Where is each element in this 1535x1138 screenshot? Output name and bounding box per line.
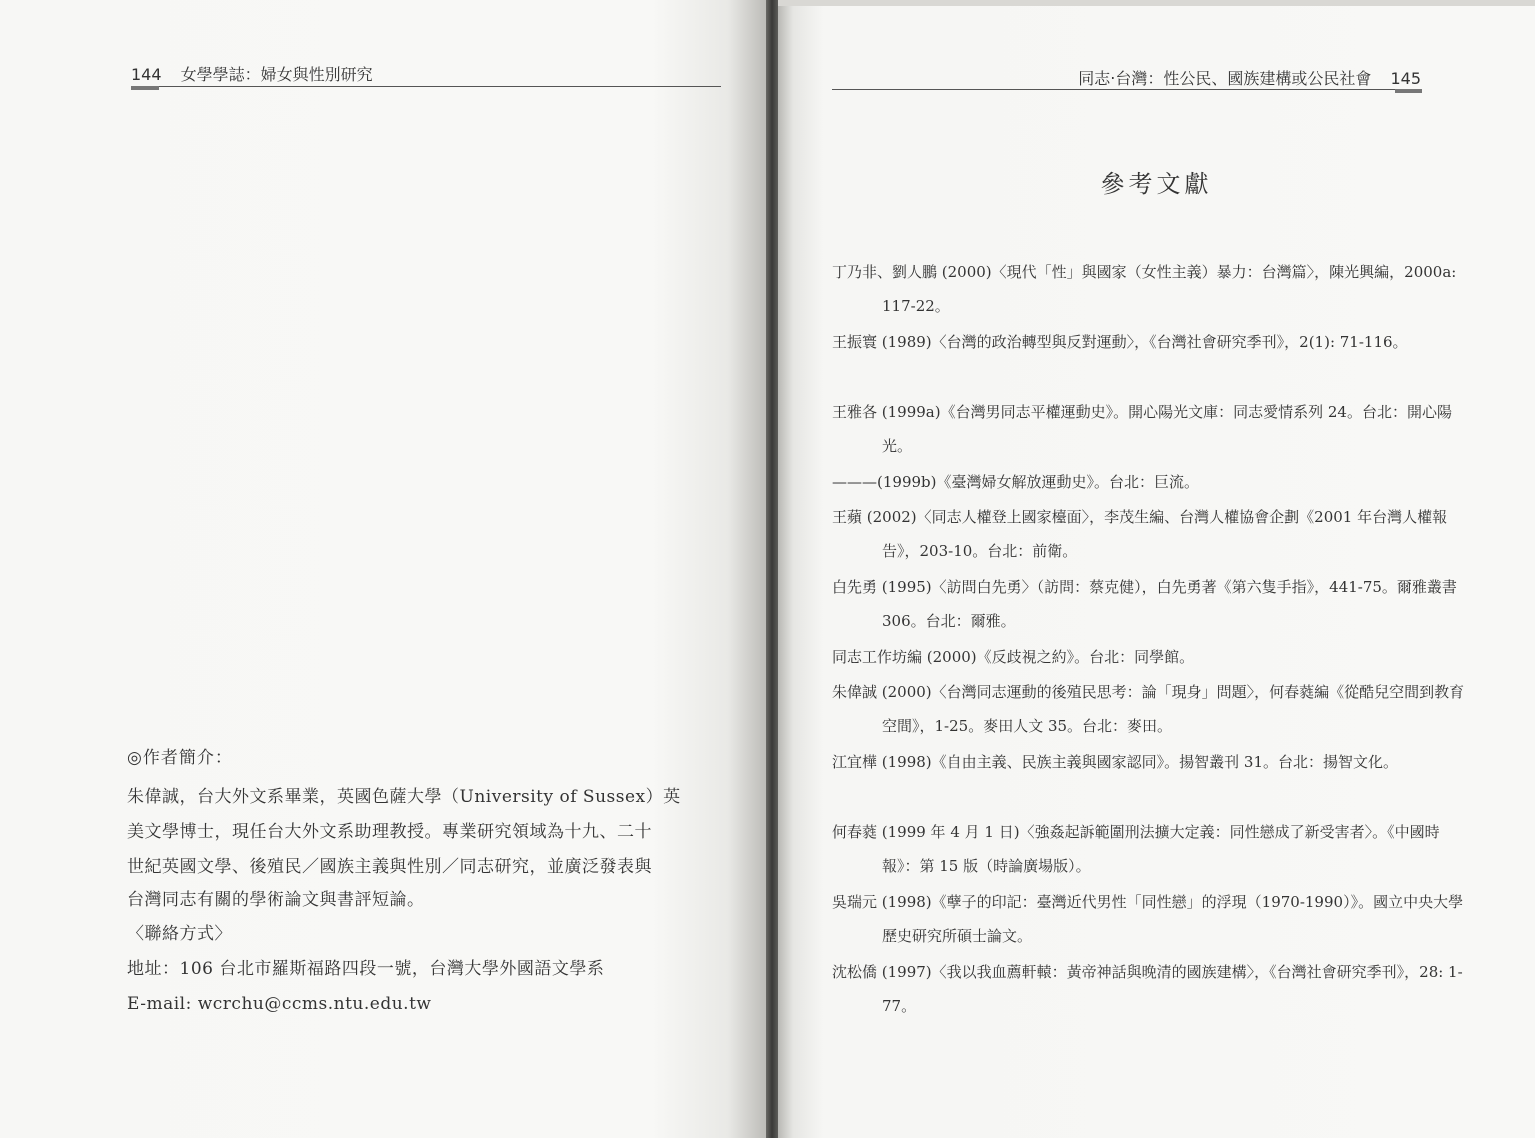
- left-running-head: [131, 62, 373, 85]
- reference-entry: 王振寰 (1989)〈台灣的政治轉型與反對運動〉，《台灣社會研究季刊》，2(1): 71-116。: [832, 333, 1408, 351]
- left-header-rule: [131, 86, 721, 87]
- right-page: [778, 0, 1535, 1138]
- book-spine: [766, 0, 778, 1138]
- contact-heading: 〈聯絡方式〉: [127, 924, 232, 944]
- reference-entry: 王雅各 (1999a)《台灣男同志平權運動史》。開心陽光文庫：同志愛情系列 24。台北：開心陽光。: [832, 403, 1452, 455]
- left-header-tab: [131, 86, 159, 90]
- reference-entry: 丁乃非、劉人鵬 (2000)〈現代「性」與國家（女性主義）暴力：台灣篇〉，陳光興編，2000a: 117-22。: [832, 263, 1457, 315]
- bio-line: 世紀英國文學、後殖民／國族主義與性別／同志研究，並廣泛發表與: [127, 857, 652, 877]
- journal-title: 女學學誌：婦女與性別研究: [180, 65, 373, 84]
- address-line: 地址：106 台北市羅斯福路四段一號，台灣大學外國語文學系: [127, 959, 605, 979]
- reference-entry: ———(1999b)《臺灣婦女解放運動史》。台北：巨流。: [832, 473, 1199, 491]
- right-page-number: 145: [1390, 69, 1421, 88]
- right-header-rule: [832, 89, 1422, 90]
- reference-entry: 吳瑞元 (1998)《孽子的印記：臺灣近代男性「同性戀」的浮現（1970-1990）》。國立中央大學歷史研究所碩士論文。: [832, 893, 1464, 945]
- reference-entry: 江宜樺 (1998)《自由主義、民族主義與國家認同》。揚智叢刊 31。台北：揚智文化。: [832, 753, 1399, 771]
- bio-line: 朱偉誠，台大外文系畢業，英國色薩大學（University of Sussex）英: [127, 787, 681, 807]
- right-header-tab: [1395, 89, 1422, 93]
- reference-entry: 何春蕤 (1999 年 4 月 1 日)〈強姦起訴範圍刑法擴大定義：同性戀成了新受害者〉。《中國時報》：第 15 版（時論廣場版）。: [832, 823, 1440, 875]
- left-page: [0, 0, 766, 1138]
- reference-entry: 王蘋 (2002)〈同志人權登上國家檯面〉，李茂生編、台灣人權協會企劃《2001 年台灣人權報告》，203-10。台北：前衛。: [832, 508, 1448, 560]
- left-page-number: 144: [131, 65, 162, 84]
- reference-entry: 朱偉誠 (2000)〈台灣同志運動的後殖民思考：論「現身」問題〉，何春蕤編《從酷兒空間到教育空間》，1-25。麥田人文 35。台北：麥田。: [832, 683, 1465, 735]
- right-running-head: [1053, 66, 1421, 89]
- reference-entry: 同志工作坊編 (2000)《反歧視之約》。台北：同學館。: [832, 648, 1195, 666]
- bio-line: 台灣同志有關的學術論文與書評短論。: [127, 890, 425, 910]
- references-title: 參考文獻: [1100, 170, 1213, 198]
- running-title: 同志‧台灣：性公民、國族建構或公民社會: [1078, 69, 1372, 88]
- bio-heading: ◎作者簡介：: [127, 748, 233, 768]
- email-line: E-mail: wcrchu@ccms.ntu.edu.tw: [127, 994, 432, 1014]
- reference-entry: 沈松僑 (1997)〈我以我血薦軒轅：黃帝神話與晚清的國族建構〉，《台灣社會研究季刊》，28: 1-77。: [832, 963, 1463, 1015]
- bio-line: 美文學博士，現任台大外文系助理教授。專業研究領域為十九、二十: [127, 822, 652, 842]
- reference-entry: 白先勇 (1995)〈訪問白先勇〉（訪問：蔡克健），白先勇著《第六隻手指》，441-75。爾雅叢書 306。台北：爾雅。: [832, 578, 1457, 630]
